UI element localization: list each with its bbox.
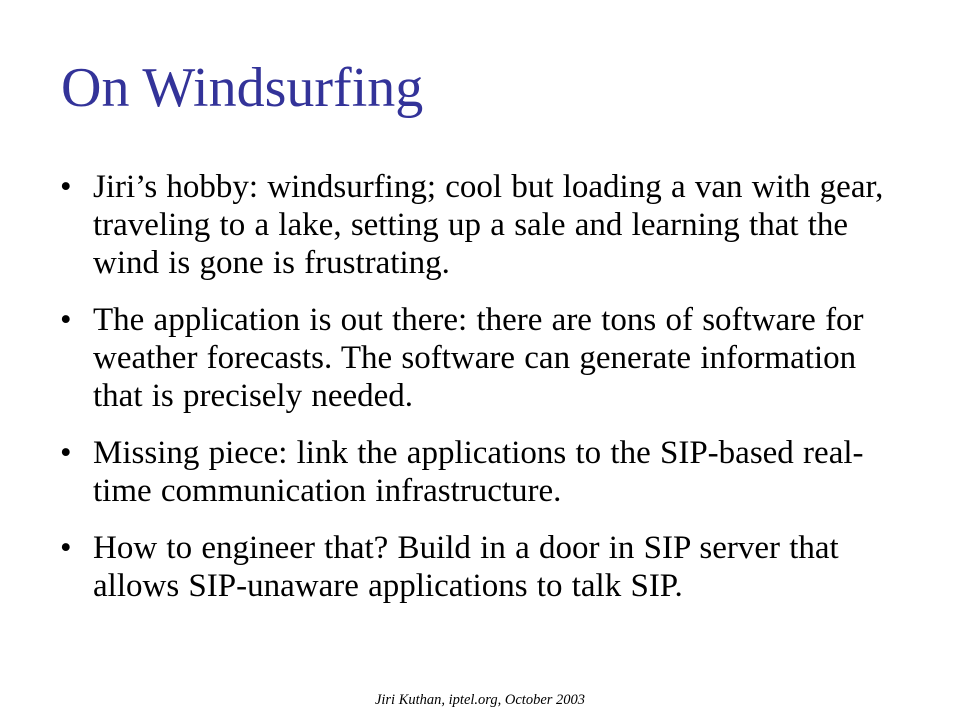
bullet-item <box>60 168 910 282</box>
bullet-text: Missing piece: link the applications to the SIP-based real-time communication infrastructure. <box>93 435 864 509</box>
slide-footer: Jiri Kuthan, iptel.org, October 2003 <box>374 692 586 708</box>
slide-title: On Windsurfing <box>61 57 424 119</box>
bullet-item <box>60 529 910 605</box>
bullet-item <box>60 434 910 510</box>
bullet-text: The application is out there: there are tons of software for weather forecasts. The software can generate information that is precisely needed. <box>93 302 864 414</box>
bullet-item <box>60 301 910 415</box>
bullet-text: How to engineer that? Build in a door in SIP server that allows SIP-unaware applications to talk SIP. <box>93 530 839 604</box>
bullet-list <box>60 168 910 624</box>
bullet-marker: • <box>60 530 72 566</box>
bullet-marker: • <box>60 169 72 205</box>
bullet-text: Jiri’s hobby: windsurfing; cool but loading a van with gear, traveling to a lake, setting up a sale and learning that the wind is gone is frustrating. <box>93 169 884 281</box>
bullet-marker: • <box>60 435 72 471</box>
bullet-marker: • <box>60 302 72 338</box>
